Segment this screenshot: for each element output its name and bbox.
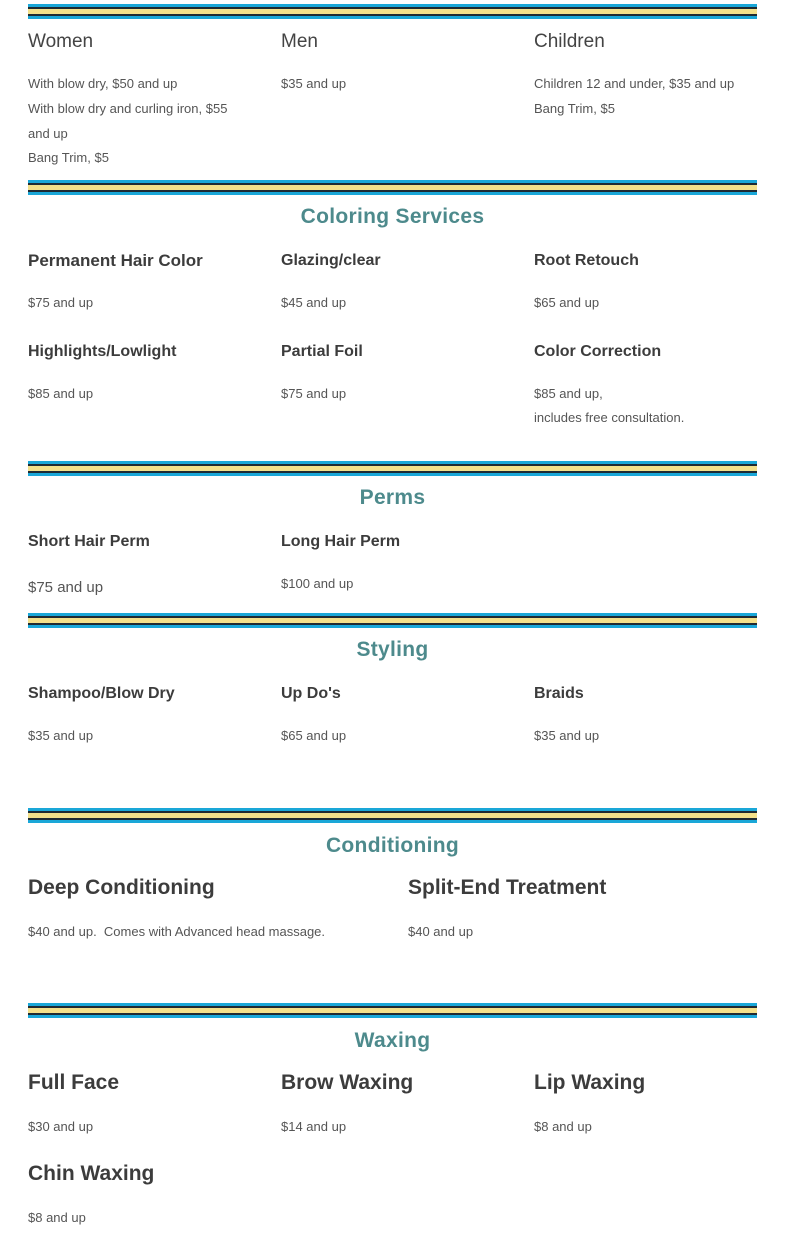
braids-heading: Braids <box>534 685 584 702</box>
chin-waxing-price: $8 and up <box>28 1210 86 1225</box>
stripe-divider <box>28 613 757 628</box>
children-price-2: Bang Trim, $5 <box>534 101 615 116</box>
stripe-divider <box>28 4 757 19</box>
styling-section-title: Styling <box>356 638 429 661</box>
shampoo-blow-dry-heading: Shampoo/Blow Dry <box>28 685 175 702</box>
stripe-divider <box>28 808 757 823</box>
root-retouch-heading: Root Retouch <box>534 252 639 269</box>
split-end-treatment-price: $40 and up <box>408 924 474 939</box>
partial-foil-heading: Partial Foil <box>281 343 363 360</box>
women-price-1: With blow dry, $50 and up <box>28 76 178 91</box>
highlights-price: $85 and up <box>28 386 94 401</box>
waxing-section-title: Waxing <box>354 1029 431 1052</box>
highlights-heading: Highlights/Lowlight <box>28 343 177 360</box>
women-price-2: With blow dry and curling iron, $55 and up <box>28 101 228 141</box>
color-correction-heading: Color Correction <box>534 343 662 360</box>
coloring-section-title: Coloring Services <box>300 205 485 228</box>
lip-waxing-heading: Lip Waxing <box>534 1071 646 1094</box>
root-retouch-price: $65 and up <box>534 295 600 310</box>
long-hair-perm-heading: Long Hair Perm <box>281 533 401 550</box>
color-correction-note: includes free consultation. <box>534 410 685 425</box>
perms-section-title: Perms <box>359 486 426 509</box>
stripe-divider <box>28 461 757 476</box>
glazing-heading: Glazing/clear <box>281 252 381 269</box>
full-face-price: $30 and up <box>28 1119 94 1134</box>
short-hair-perm-price: $75 and up <box>28 579 104 596</box>
permanent-hair-color-price: $75 and up <box>28 295 94 310</box>
brow-waxing-price: $14 and up <box>281 1119 347 1134</box>
up-dos-heading: Up Do's <box>281 685 341 702</box>
braids-price: $35 and up <box>534 728 600 743</box>
women-heading: Women <box>28 31 94 52</box>
men-price: $35 and up <box>281 76 347 91</box>
shampoo-blow-dry-price: $35 and up <box>28 728 94 743</box>
lip-waxing-price: $8 and up <box>534 1119 592 1134</box>
children-heading: Children <box>534 31 605 52</box>
conditioning-section-title: Conditioning <box>325 834 460 857</box>
short-hair-perm-heading: Short Hair Perm <box>28 533 150 550</box>
color-correction-price: $85 and up, <box>534 386 603 401</box>
children-price-1: Children 12 and under, $35 and up <box>534 76 735 91</box>
women-price-3: Bang Trim, $5 <box>28 150 109 165</box>
permanent-hair-color-heading: Permanent Hair Color <box>28 251 203 270</box>
men-heading: Men <box>281 31 318 52</box>
brow-waxing-heading: Brow Waxing <box>281 1071 414 1094</box>
deep-conditioning-heading: Deep Conditioning <box>28 876 215 899</box>
up-dos-price: $65 and up <box>281 728 347 743</box>
long-hair-perm-price: $100 and up <box>281 576 354 591</box>
full-face-heading: Full Face <box>28 1071 120 1094</box>
stripe-divider <box>28 1003 757 1018</box>
glazing-price: $45 and up <box>281 295 347 310</box>
chin-waxing-heading: Chin Waxing <box>28 1162 155 1185</box>
partial-foil-price: $75 and up <box>281 386 347 401</box>
deep-conditioning-price: $40 and up. Comes with Advanced head massage. <box>28 924 326 939</box>
stripe-divider <box>28 180 757 195</box>
split-end-treatment-heading: Split-End Treatment <box>408 876 607 899</box>
